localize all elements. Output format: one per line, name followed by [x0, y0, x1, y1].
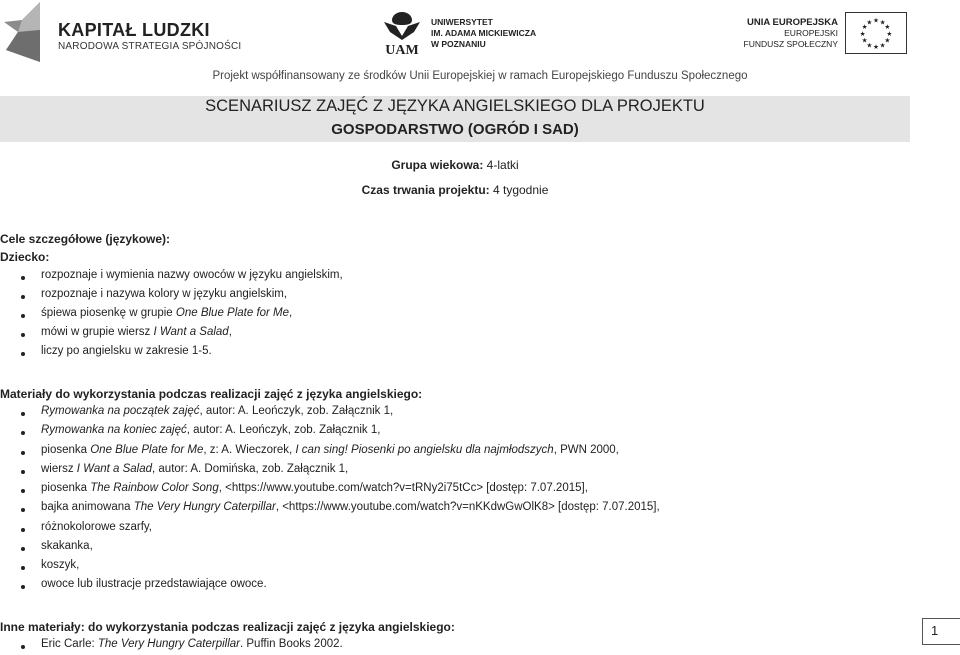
svg-text:★: ★	[884, 36, 891, 45]
cofinancing-note: Projekt współfinansowany ze środków Unii Europejskiej w ramach Europejskiego Funduszu Społecznego	[212, 70, 748, 82]
materials-heading: Materiały do wykorzystania podczas realizacji zajęć z języka angielskiego:	[0, 387, 423, 401]
bullet-icon	[21, 276, 25, 280]
svg-text:★: ★	[879, 41, 886, 50]
svg-text:★: ★	[861, 36, 868, 45]
duration-label: Czas trwania projektu:	[361, 183, 490, 197]
svg-text:★: ★	[886, 29, 893, 38]
bullet-icon	[21, 528, 25, 532]
eu-flag-icon	[845, 12, 907, 54]
uam-line-2: IM. ADAMA MICKIEWICZA	[431, 28, 537, 38]
eu-fund-name	[744, 17, 838, 50]
bullet-icon	[21, 585, 25, 589]
uam-emblem-logo	[380, 10, 424, 58]
bullet-icon	[21, 566, 25, 570]
bullet-icon	[21, 645, 25, 649]
svg-text:★: ★	[859, 29, 866, 38]
duration-value: 4 tygodnie	[489, 183, 549, 197]
svg-text:★: ★	[866, 18, 873, 27]
kapital-ludzki-star-logo	[4, 2, 42, 66]
bullet-icon	[21, 508, 25, 512]
svg-text:★: ★	[866, 41, 873, 50]
svg-text:★: ★	[879, 18, 886, 27]
age-group	[0, 158, 910, 172]
bullet-icon	[21, 412, 25, 416]
bullet-icon	[21, 470, 25, 474]
svg-text:★: ★	[873, 16, 879, 25]
eu-line-3: FUNDUSZ SPOŁECZNY	[743, 39, 838, 49]
eu-line-2: EUROPEJSKI	[784, 28, 838, 38]
svg-text:★: ★	[884, 23, 891, 32]
uam-emblem-text: UAM	[385, 43, 419, 58]
bullet-icon	[21, 431, 25, 435]
svg-text:★: ★	[873, 43, 879, 52]
project-duration	[0, 183, 910, 197]
bullet-icon	[21, 489, 25, 493]
project-title: GOSPODARSTWO (OGRÓD I SAD)	[331, 121, 579, 138]
bullet-icon	[21, 333, 25, 337]
bullet-icon	[21, 314, 25, 318]
page-number: 1	[922, 618, 960, 645]
age-group-value: 4-latki	[483, 158, 519, 172]
age-group-label: Grupa wiekowa:	[391, 158, 484, 172]
other-materials-heading: Inne materiały: do wykorzystania podczas realizacji zajęć z języka angielskiego:	[0, 620, 455, 634]
kapital-ludzki-title: KAPITAŁ LUDZKI	[58, 20, 210, 40]
bullet-icon	[21, 295, 25, 299]
eu-line-1: UNIA EUROPEJSKA	[747, 17, 838, 28]
bullet-icon	[21, 451, 25, 455]
uam-line-1: UNIWERSYTET	[431, 17, 493, 27]
document-title: SCENARIUSZ ZAJĘĆ Z JĘZYKA ANGIELSKIEGO DLA PROJEKTU	[205, 97, 705, 115]
goals-subheading: Dziecko:	[0, 250, 50, 264]
bullet-icon	[21, 547, 25, 551]
uam-name	[431, 17, 536, 50]
uam-line-3: W POZNANIU	[431, 39, 486, 49]
bullet-icon	[21, 352, 25, 356]
kapital-ludzki-subtitle: NARODOWA STRATEGIA SPÓJNOŚCI	[58, 41, 242, 52]
goals-heading: Cele szczegółowe (językowe):	[0, 232, 171, 246]
svg-text:★: ★	[861, 23, 868, 32]
